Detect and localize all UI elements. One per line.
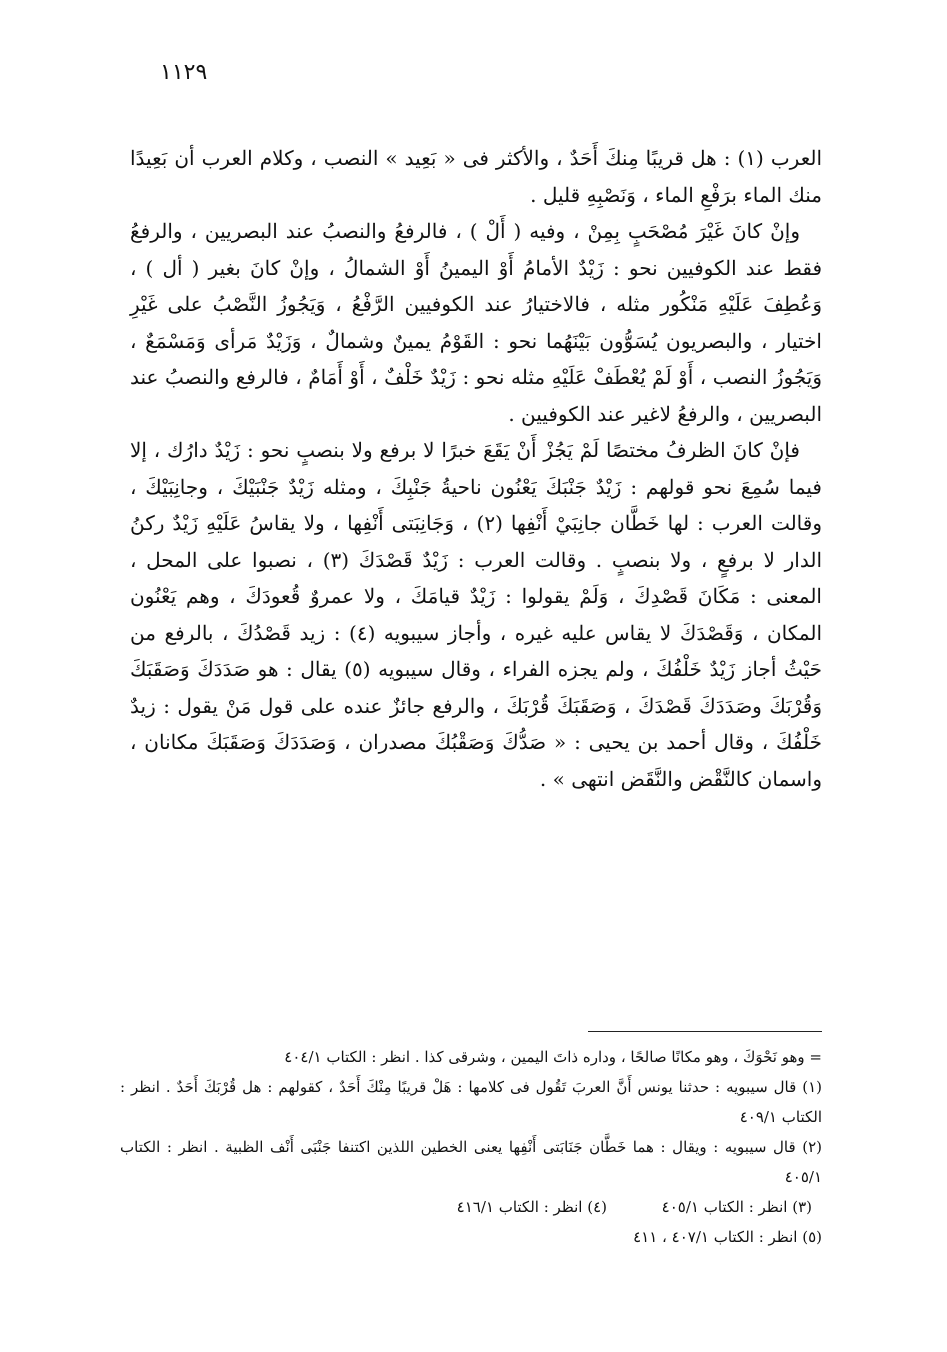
footnote-1: (١) قال سيبويه : حدثنا يونس أَنَّ العربَ تَقُول فى كلامها : هَلْ قريبًا مِنْكَ أَحَدٌ ، كقولهم : هل قُرْبَكَ أَحَدٌ . انظر : الكتاب ٤٠٩/١ (120, 1078, 822, 1126)
footnote-2: (٢) قال سيبويه : ويقال : هما خَطَّان جَنَابَتى أَنْفِها يعنى الخطين اللذين اكتنفا جَنْبَى أَنْف الظبية . انظر : الكتاب ٤٠٥/١ (120, 1138, 822, 1186)
paragraph-1: العرب (١) : هل قريبًا مِنكَ أَحَدٌ ، والأكثر فى « بَعِيد » النصب ، وكلام العرب أن بَعِيدًا منك الماء برَفْعِ الماء ، وَنَصْبِهِ قليل . (130, 146, 822, 207)
footnote-continuation: = وهو نَحْوَكَ ، وهو مكانًا صالحًا ، وداره ذاتَ اليمين ، وشرقى كذا . انظر : الكتاب ٤٠٤/١ (284, 1048, 822, 1066)
footnote-3: (٣) انظر : الكتاب ٤٠٥/١ (661, 1198, 812, 1216)
footnote-4: (٤) انظر : الكتاب ٤١٦/١ (456, 1198, 607, 1216)
page-number: ١١٢٩ (160, 60, 208, 85)
paragraph-2: وإنْ كانَ غَيْرَ مُصْحَبٍ بِمِنْ ، وفيه ( أَلْ ) ، فالرفعُ والنصبُ عند البصريين ، والرفعُ فقط عند الكوفيين نحو : زَيْدٌ الأمامُ أَوْ اليمينُ أَوْ الشمالُ ، وإنْ كانَ بغير ( أل ) ، وَعُطِفَ عَلَيْهِ مَنْكُور مثله ، فالاختيارُ عند الكوفيين الرَّفْعُ ، وَيَجُوزُ النَّصْبُ على غَيْرِ اختيار ، والبصريون يُسَوُّون بَيْنَهُما نحو : القَوْمُ يمينٌ وشمالٌ ، وَزَيْدٌ مَرأى وَمَسْمَعٌ ، وَيَجُوزُ النصب ، أَوْ لَمْ يُعْطَفْ عَلَيْهِ مثله نحو : زَيْدٌ خَلْفٌ ، أَوْ أَمَامٌ ، فالرفع والنصبُ عند البصريين ، والرفعُ لاغير عند الكوفيين . (130, 219, 823, 426)
footnote-row (120, 1192, 822, 1222)
footnote-separator (588, 1031, 822, 1032)
footnote-5: (٥) انظر : الكتاب ٤٠٧/١ ، ٤١١ (633, 1228, 822, 1246)
footnotes (120, 1042, 822, 1252)
paragraph-3: فإنْ كانَ الظرفُ مختصًا لَمْ يَجُزْ أَنْ يَقَعَ خبرًا لا برفع ولا بنصبٍ نحو : زَيْدٌ دارُك ، إلا فيما سُمِعَ نحو قولهم : زَيْدٌ جَنْبَكَ يَعْنُون ناحيةُ جَنْبِكَ ، ومثله زَيْدٌ جَنْبَيْكَ ، وجانِبَيْكَ ، وقالت العرب : لها خَطَّان جانِبَيْ أَنْفِها (٢) ، وَجَانِبَتى أَنْفِها ، ولا يقاسُ عَلَيْهِ زَيْدٌ ركنُ الدار لا برفعٍ ، ولا بنصبٍ . وقالت العرب : زَيْدٌ قَصْدَكَ (٣) ، نصبوا على المحل ، المعنى : مَكَانَ قَصْدِكَ ، وَلَمْ يقولوا : زَيْدٌ قيامَكَ ، ولا عمروٌ قُعودَكَ ، وهم يَعْنُون المكان ، وَقَصْدَكَ لا يقاس عليه غيره ، وأجاز سيبويه (٤) : زيد قَصْدُكَ ، بالرفع من حَيْثُ أجاز زَيْدٌ خَلْفُكَ ، ولم يجزه الفراء ، وقال سيبويه (٥) يقال : هو صَدَدَكَ وَصَقَبَكَ وَقُرْبَكَ وصَدَدَكَ قَصْدَكَ ، وَصَقَبَكَ قُرْبَكَ ، والرفع جائزٌ عنده على قول مَنْ يقول : زيدٌ خَلْفُكَ ، وقال أحمد بن يحيى : « صَدُّكَ وَصَقْبُكَ مصدران ، وَصَدَدَكَ وَصَقَبَكَ مكانان ، واسمان كالنَّقْض والنَّقَض انتهى » . (130, 438, 822, 791)
main-text (130, 140, 822, 797)
